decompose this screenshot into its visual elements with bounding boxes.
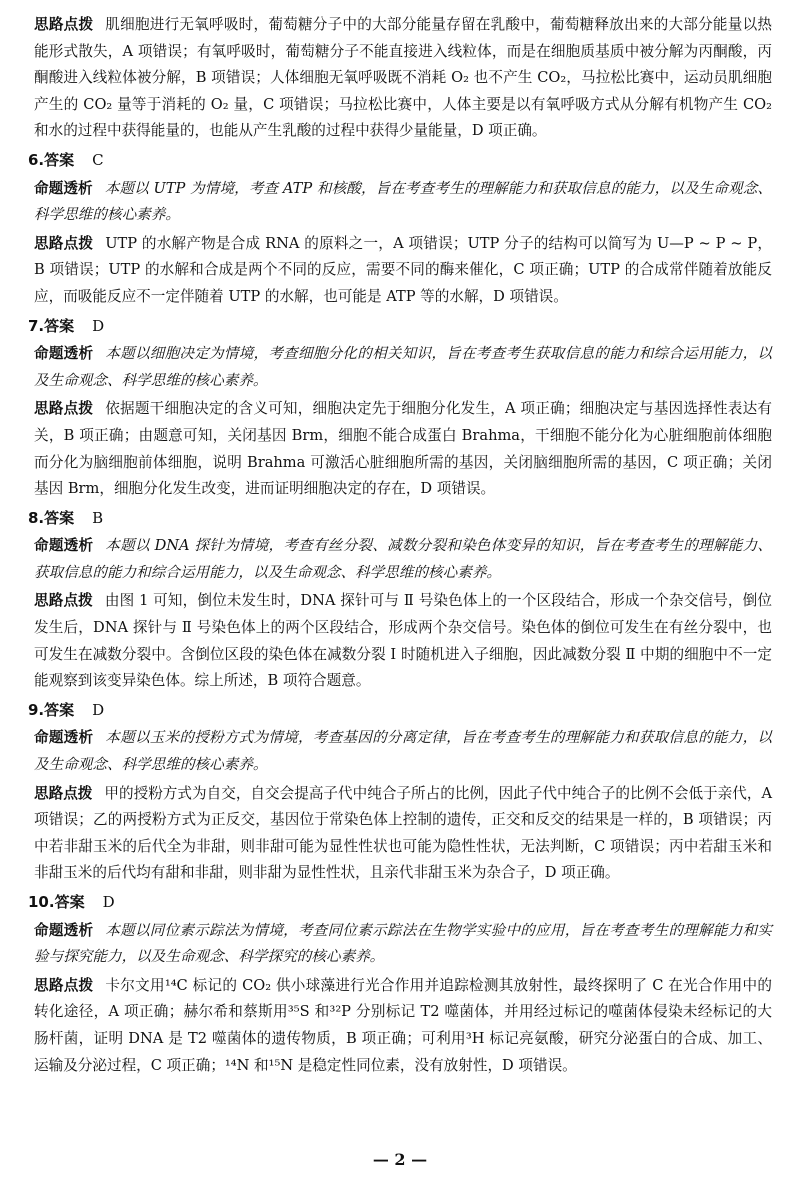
intro-label: 命题透析	[34, 729, 94, 747]
answer-line	[28, 313, 772, 340]
question-number: 9.	[28, 700, 45, 719]
analysis-text: 肌细胞进行无氧呼吸时，葡萄糖分子中的大部分能量存留在乳酸中，葡萄糖释放出来的大部分能量以热能形式散失，A 项错误；有氧呼吸时，葡萄糖分子不能直接进入线粒体，而是在细胞质基质中被分解为丙酮酸，丙酮酸进入线粒体被分解，B 项错误；人体细胞无氧呼吸既不消耗 O₂ 也不产生 CO₂，马拉松比赛中，运动员肌细胞产生的 CO₂ 量等于消耗的 O₂ 量，C 项错误；马拉松比赛中，人体主要是以有氧呼吸方式从分解有机物产生 CO₂ 和水的过程中获得能量的，也能从产生乳酸的过程中获得少量能量，D 项正确。	[34, 16, 772, 140]
answer-line	[28, 697, 772, 724]
question-block	[28, 147, 772, 311]
answer-line	[28, 505, 772, 532]
top-analysis-block	[28, 12, 772, 145]
analysis-paragraph	[28, 12, 772, 145]
analysis-label: 思路点拨	[34, 234, 94, 252]
answer-value: D	[102, 893, 115, 911]
intro-text: 本题以细胞决定为情境，考查细胞分化的相关知识，旨在考查考生获取信息的能力和综合运用能力，以及生命观念、科学思维的核心素养。	[34, 345, 772, 389]
intro-label: 命题透析	[34, 921, 94, 939]
intro-label: 命题透析	[34, 537, 94, 555]
question-number: 6.	[28, 150, 45, 169]
intro-paragraph	[28, 533, 772, 586]
question-number: 8.	[28, 508, 45, 527]
question-list	[28, 147, 772, 1079]
intro-text: 本题以同位素示踪法为情境，考查同位素示踪法在生物学实验中的应用，旨在考查考生的理解能力和实验与探究能力，以及生命观念、科学探究的核心素养。	[34, 921, 772, 966]
answer-label: 答案	[44, 316, 75, 335]
answer-value: C	[92, 150, 104, 169]
analysis-paragraph	[28, 396, 772, 502]
question-block	[28, 505, 772, 695]
analysis-text: 依据题干细胞决定的含义可知，细胞决定先于细胞分化发生，A 项正确；细胞决定与基因选择性表达有关，B 项正确；由题意可知，关闭基因 Brm，细胞不能合成蛋白 Brahma，干细胞不能分化为心脏细胞前体细胞而分化为脑细胞前体细胞，说明 Brahma 可激活心脏细胞所需的基因，关闭脑细胞所需的基因，C 项正确；关闭基因 Brm，细胞分化发生改变，进而证明细胞决定的存在，D 项错误。	[34, 400, 772, 498]
question-number: 10.	[28, 893, 55, 911]
analysis-label: 思路点拨	[34, 976, 94, 994]
intro-paragraph	[28, 176, 772, 229]
analysis-label: 思路点拨	[34, 784, 93, 802]
question-block	[28, 697, 772, 887]
answer-value: D	[92, 700, 105, 719]
answer-value: B	[92, 508, 104, 527]
analysis-paragraph	[28, 588, 772, 694]
analysis-text: 由图 1 可知，倒位未发生时，DNA 探针可与 Ⅱ 号染色体上的一个区段结合，形成一个杂交信号，倒位发生后，DNA 探针与 Ⅱ 号染色体上的两个区段结合，形成两个杂交信号。染色体的倒位可发生在有丝分裂中，也可发生在减数分裂中。含倒位区段的染色体在减数分裂 Ⅰ 时随机进入子细胞，因此减数分裂 Ⅱ 中期的细胞中不一定能观察到该变异染色体。综上所述，B 项符合题意。	[34, 592, 772, 690]
answer-value: D	[92, 316, 105, 335]
answer-label: 答案	[44, 700, 75, 719]
analysis-label: 思路点拨	[34, 592, 93, 610]
analysis-paragraph	[28, 231, 772, 311]
analysis-text: 卡尔文用¹⁴C 标记的 CO₂ 供小球藻进行光合作用并追踪检测其放射性，最终探明了 C 在光合作用中的转化途径，A 项正确；赫尔希和蔡斯用³⁵S 和³²P 分别标记 T2 噬菌体，并用经过标记的噬菌体侵染未经标记的大肠杆菌，证明 DNA 是 T2 噬菌体的遗传物质，B 项正确；可利用³H 标记亮氨酸，研究分泌蛋白的合成、加工、运输及分泌过程，C 项正确；¹⁴N 和¹⁵N 是稳定性同位素，没有放射性，D 项错误。	[34, 976, 772, 1074]
intro-label: 命题透析	[34, 345, 94, 363]
answer-line	[28, 889, 772, 916]
intro-text: 本题以 DNA 探针为情境，考查有丝分裂、减数分裂和染色体变异的知识，旨在考查考生的理解能力、获取信息的能力和综合运用能力，以及生命观念、科学思维的核心素养。	[34, 537, 772, 581]
answer-label: 答案	[44, 508, 75, 527]
intro-label: 命题透析	[34, 179, 93, 197]
analysis-paragraph	[28, 973, 772, 1079]
intro-text: 本题以 UTP 为情境，考查 ATP 和核酸，旨在考查考生的理解能力和获取信息的能力，以及生命观念、科学思维的核心素养。	[34, 179, 772, 224]
intro-paragraph	[28, 341, 772, 394]
answer-label: 答案	[44, 150, 75, 169]
intro-paragraph	[28, 725, 772, 778]
intro-paragraph	[28, 918, 772, 971]
analysis-paragraph	[28, 781, 772, 887]
question-number: 7.	[28, 316, 45, 335]
analysis-text: 甲的授粉方式为自交，自交会提高子代中纯合子所占的比例，因此子代中纯合子的比例不会低于亲代，A 项错误；乙的两授粉方式为正反交，基因位于常染色体上控制的遗传，正交和反交的结果是一样的，B 项错误；丙中若非甜玉米的后代全为非甜，则非甜可能为显性性状也可能为隐性性状，无法判断，C 项错误；丙中若甜玉米和非甜玉米的后代均有甜和非甜，则非甜为显性性状，且亲代非甜玉米为杂合子，D 项正确。	[34, 784, 772, 882]
intro-text: 本题以玉米的授粉方式为情境，考查基因的分离定律，旨在考查考生的理解能力和获取信息的能力，以及生命观念、科学思维的核心素养。	[34, 729, 772, 774]
analysis-text: UTP 的水解产物是合成 RNA 的原料之一，A 项错误；UTP 分子的结构可以简写为 U—P ~ P ~ P，B 项错误；UTP 的水解和合成是两个不同的反应，需要不同的酶来催化，C 项正确；UTP 的合成常伴随着放能反应，而吸能反应不一定伴随着 UTP 的水解，也可能是 ATP 等的水解，D 项错误。	[34, 234, 772, 305]
answer-label: 答案	[54, 893, 85, 911]
question-block	[28, 889, 772, 1079]
page-number: — 2 —	[372, 1150, 428, 1169]
question-block	[28, 313, 772, 503]
analysis-label: 思路点拨	[34, 16, 94, 33]
answer-line	[28, 147, 772, 174]
analysis-label: 思路点拨	[34, 400, 94, 418]
